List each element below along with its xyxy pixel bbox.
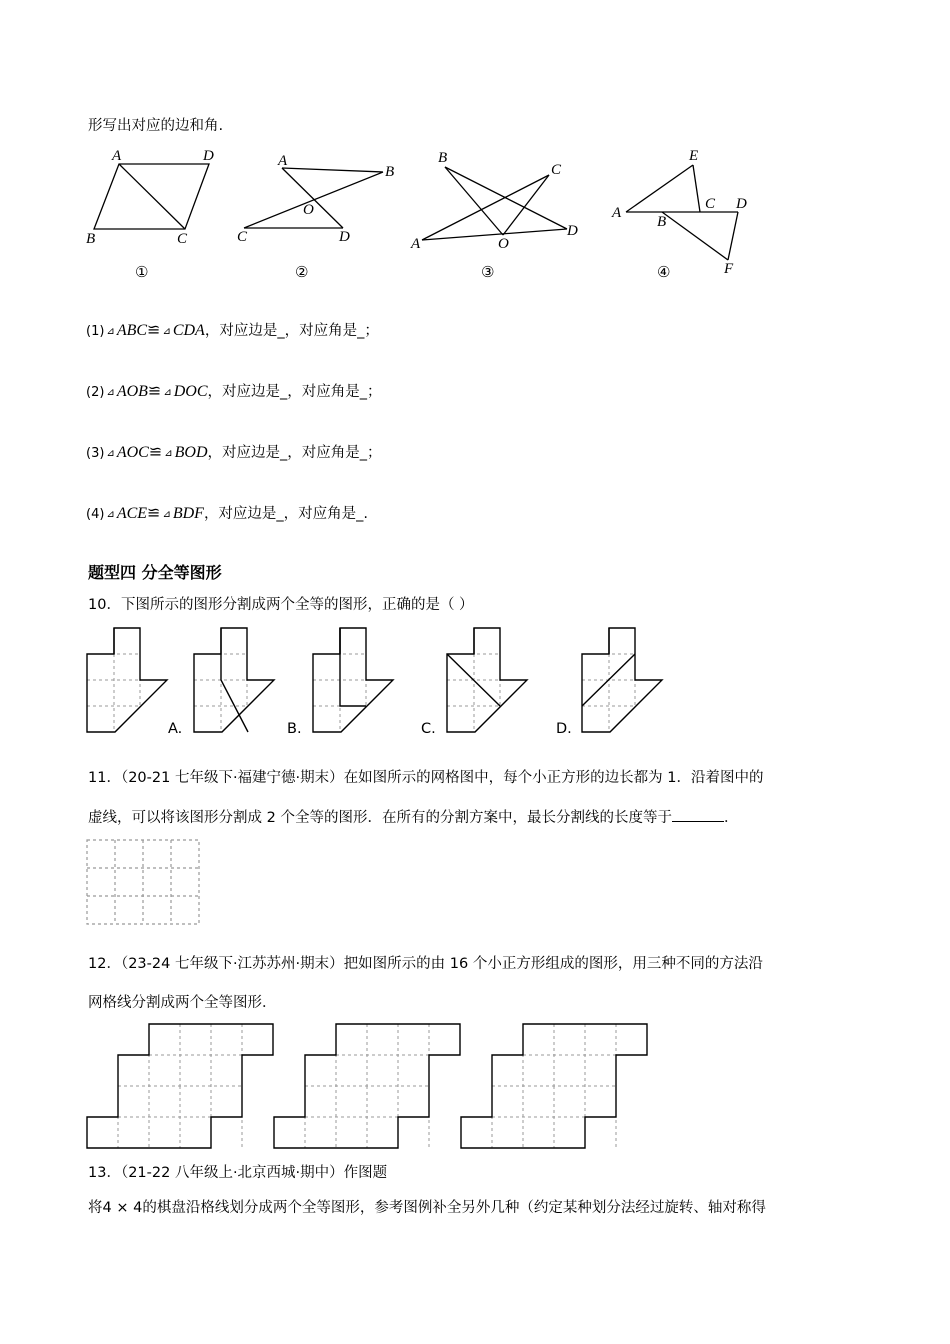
- triangle-name: ABC: [116, 322, 148, 339]
- option-b-label: B.: [287, 721, 302, 737]
- point-label-B: B: [385, 164, 395, 180]
- triangle-symbol: ⊿: [162, 326, 171, 337]
- point-label-D: D: [203, 148, 214, 164]
- figure-number-3: ③: [481, 263, 495, 281]
- q11-text: 虚线，可以将该图形分割成 2 个全等的图形．在所有的分割方案中，最长分割线的长度等于: [88, 810, 672, 826]
- point-label-B: B: [438, 150, 448, 166]
- q13-text: 的棋盘沿格线划分成两个全等图形，参考图例补全另外几种（约定某种划分法经过旋转、轴对称得: [142, 1200, 766, 1216]
- point-label-E: E: [689, 148, 699, 164]
- congruent-symbol: ≌: [148, 442, 163, 461]
- intro-text: 形写出对应的边和角.: [88, 118, 224, 134]
- point-label-O: O: [303, 202, 314, 218]
- option-c-label: C.: [421, 721, 436, 737]
- point-label-A: A: [612, 205, 622, 221]
- congruent-symbol: ≌: [147, 503, 161, 522]
- triangle-name: BDF: [172, 505, 204, 522]
- q12-line-1: 12．（23-24 七年级下·江苏苏州·期末）把如图所示的由 16 个小正方形组成的图形，用三种不同的方法沿: [88, 956, 763, 972]
- option-a-label: A.: [168, 721, 183, 737]
- option-d-label: D.: [556, 721, 572, 737]
- figure-number-4: ④: [657, 263, 671, 281]
- point-label-O: O: [498, 236, 509, 252]
- triangle-symbol: ⊿: [163, 387, 172, 398]
- triangle-symbol: ⊿: [106, 326, 115, 337]
- q9-item-tail: ，对应边是_，对应角是_.: [203, 506, 369, 522]
- triangle-symbol: ⊿: [162, 509, 171, 520]
- point-label-F: F: [724, 261, 734, 277]
- q12-line-2: 网格线分割成两个全等图形．: [88, 995, 277, 1011]
- point-label-A: A: [278, 153, 288, 169]
- q13-pre: 将: [88, 1200, 103, 1216]
- q13-line-1: 13．（21-22 八年级上·北京西城·期中）作图题: [88, 1165, 388, 1181]
- q9-item-tail: ，对应边是_，对应角是_；: [207, 384, 382, 400]
- q9-item-number: (4): [86, 507, 105, 522]
- point-label-D: D: [339, 229, 350, 245]
- triangle-name: DOC: [173, 383, 208, 400]
- q9-item-number: (3): [86, 446, 105, 461]
- triangle-name: CDA: [172, 322, 205, 339]
- q11-line-1: 11．（20-21 七年级下·福建宁德·期末）在如图所示的网格图中，每个小正方形的边长都为 1．沿着图中的: [88, 770, 764, 786]
- figure-number-2: ②: [295, 263, 309, 281]
- point-label-C: C: [237, 229, 248, 245]
- congruent-symbol: ≌: [147, 320, 161, 339]
- triangle-symbol: ⊿: [106, 509, 115, 520]
- point-label-A: A: [112, 148, 122, 164]
- triangle-symbol: ⊿: [106, 387, 115, 398]
- triangle-name: BOD: [174, 444, 208, 461]
- point-label-C: C: [551, 162, 562, 178]
- point-label-D: D: [567, 223, 578, 239]
- triangle-name: AOB: [116, 383, 148, 400]
- q9-item-tail: ，对应边是_，对应角是_；: [207, 445, 382, 461]
- q9-item-number: (1): [86, 324, 105, 339]
- q13-line-2: [88, 1198, 766, 1218]
- q13-math: 4 × 4: [102, 1200, 143, 1216]
- point-label-C: C: [705, 196, 716, 212]
- q9-item-tail: ，对应边是_，对应角是_；: [204, 323, 379, 339]
- congruent-symbol: ≌: [147, 381, 162, 400]
- figure-number-1: ①: [135, 263, 149, 281]
- q11-end: ．: [723, 810, 739, 826]
- point-label-A: A: [411, 236, 421, 252]
- point-label-B: B: [657, 214, 667, 230]
- triangle-symbol: ⊿: [106, 448, 115, 459]
- point-label-D: D: [736, 196, 747, 212]
- point-label-B: B: [86, 231, 96, 247]
- point-label-C: C: [177, 231, 188, 247]
- q9-item-number: (2): [86, 385, 105, 400]
- triangle-name: AOC: [116, 444, 149, 461]
- triangle-symbol: ⊿: [164, 448, 173, 459]
- triangle-name: ACE: [116, 505, 148, 522]
- q10-text: 10．下图所示的图形分割成两个全等的图形，正确的是（ ）: [88, 597, 474, 613]
- section-title: 题型四 分全等图形: [88, 563, 222, 582]
